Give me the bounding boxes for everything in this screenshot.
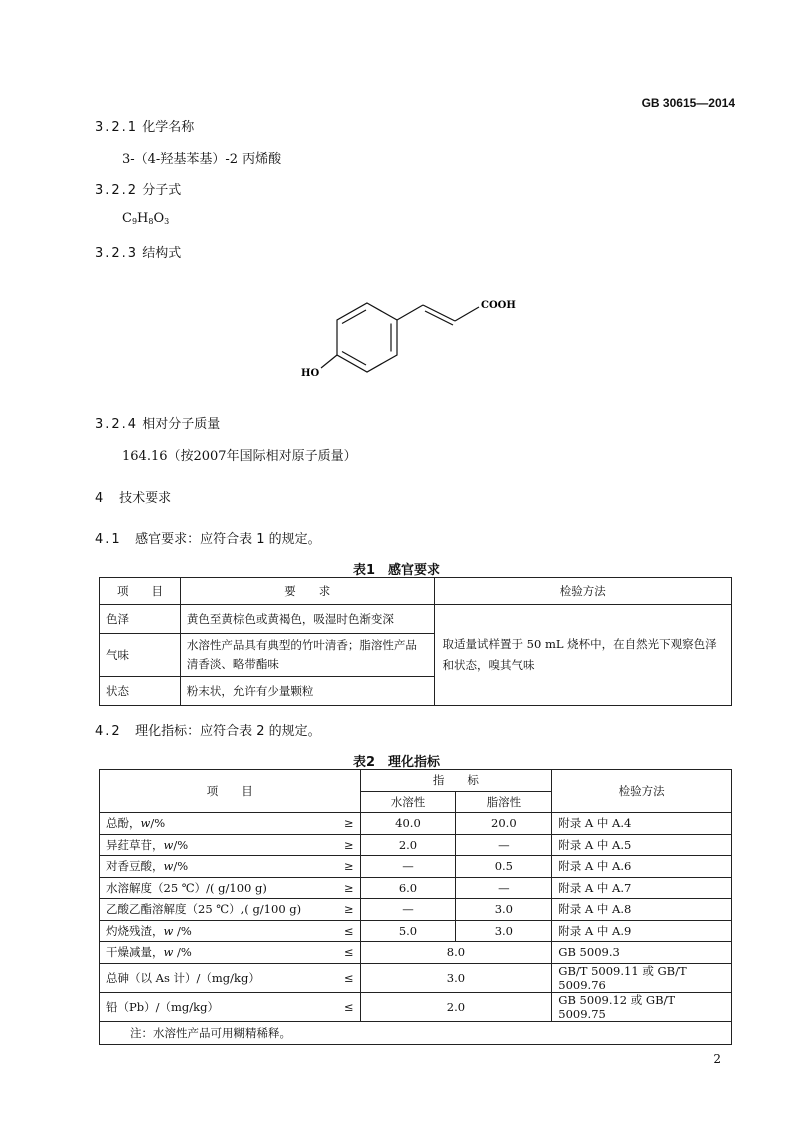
comparison-symbol: ≥	[343, 837, 354, 852]
table-header-row	[100, 770, 732, 792]
table-row	[100, 605, 732, 634]
standard-prefix: GB	[641, 96, 660, 110]
method-value: 附录 A 中 A.5	[552, 834, 732, 856]
section-title: 结构式	[142, 246, 182, 261]
method-value: 附录 A 中 A.7	[552, 877, 732, 899]
table-row	[100, 992, 732, 1021]
method-value: GB/T 5009.11 或 GB/T 5009.76	[552, 963, 732, 992]
row-item: 铅（Pb）/（mg/kg） ≤	[100, 992, 361, 1021]
carboxyl-label: COOH	[481, 300, 516, 311]
header-requirement: 要 求	[180, 578, 434, 605]
row-item: 气味	[100, 634, 181, 677]
section-number: 4	[95, 491, 104, 506]
molecular-weight: 164.16（按2007年国际相对原子质量）	[122, 449, 357, 464]
vinyl-bond	[397, 305, 423, 320]
row-requirement: 黄色至黄棕色或黄褐色，吸湿时色渐变深	[180, 605, 434, 634]
row-item: 水溶解度（25 ℃）/( g/100 g) ≥	[100, 877, 361, 899]
row-item: 异荭草苷，w/% ≥	[100, 834, 361, 856]
method-value: 附录 A 中 A.6	[552, 856, 732, 878]
table2-physicochemical-indicators	[99, 769, 732, 1045]
water-soluble-value: 40.0	[360, 813, 456, 835]
row-requirement: 粉末状，允许有少量颗粒	[180, 677, 434, 706]
table-row	[100, 942, 732, 964]
molecular-formula: $C_9H_8O_3$	[122, 211, 170, 226]
section-number: 3.2.1	[95, 120, 139, 135]
section-number: 3.2.3	[95, 246, 139, 261]
comparison-symbol: ≤	[343, 970, 354, 985]
row-item: 总酚，w/% ≥	[100, 813, 361, 835]
header-water-soluble: 水溶性	[360, 791, 456, 813]
ring-double-bond	[342, 310, 366, 324]
row-requirement: 水溶性产品具有典型的竹叶清香；脂溶性产品清香淡、略带酯味	[180, 634, 434, 677]
row-item: 状态	[100, 677, 181, 706]
table-row	[100, 834, 732, 856]
note-row	[100, 1021, 732, 1044]
header-fat-soluble: 脂溶性	[456, 791, 552, 813]
section-3-2-2	[95, 179, 181, 198]
section-title: 技术要求	[119, 491, 172, 506]
method-value: GB 5009.3	[552, 942, 732, 964]
section-4	[95, 487, 171, 506]
section-3-2-3	[95, 242, 181, 261]
table2-body	[100, 813, 732, 1022]
row-item: 总砷（以 As 计）/（mg/kg） ≤	[100, 963, 361, 992]
header-item: 项 目	[100, 578, 181, 605]
section-number: 3.2.2	[95, 183, 139, 198]
table-note: 注：水溶性产品可用糊精稀释。	[100, 1021, 732, 1044]
header-index: 指 标	[360, 770, 552, 792]
row-item: 色泽	[100, 605, 181, 634]
shared-value: 2.0	[360, 992, 552, 1021]
carboxyl-bond	[455, 307, 479, 321]
ring-double-bond	[342, 352, 366, 366]
section-number: 3.2.4	[95, 417, 139, 432]
row-item: 对香豆酸，w/% ≥	[100, 856, 361, 878]
method-value: GB 5009.12 或 GB/T 5009.75	[552, 992, 732, 1021]
method-value: 附录 A 中 A.8	[552, 899, 732, 921]
row-item: 乙酸乙酯溶解度（25 ℃）,( g/100 g) ≥	[100, 899, 361, 921]
header-method: 检验方法	[552, 770, 732, 813]
fat-soluble-value: 3.0	[456, 899, 552, 921]
shared-value: 8.0	[360, 942, 552, 964]
table-row	[100, 856, 732, 878]
section-4-1	[95, 528, 321, 547]
table-row	[100, 920, 732, 942]
fat-soluble-value: —	[456, 877, 552, 899]
shared-value: 3.0	[360, 963, 552, 992]
section-title: 分子式	[142, 183, 182, 198]
section-number: 4.2	[95, 724, 122, 739]
standard-header	[642, 96, 735, 110]
fat-soluble-value: 3.0	[456, 920, 552, 942]
table1-caption: 表1 感官要求	[352, 563, 441, 578]
table-row	[100, 877, 732, 899]
section-title: 化学名称	[142, 120, 195, 135]
hydroxyl-bond	[321, 355, 337, 368]
hydroxyl-label: HO	[301, 368, 320, 379]
standard-number: 30615—2014	[662, 96, 735, 110]
table2-caption: 表2 理化指标	[352, 755, 441, 770]
row-item: 灼烧残渣，w /% ≤	[100, 920, 361, 942]
method-cell: 取适量试样置于 50 mL 烧杯中，在自然光下观察色泽和状态，嗅其气味	[434, 605, 732, 706]
benzene-ring	[337, 303, 397, 372]
row-item: 干燥减量，w /% ≤	[100, 942, 361, 964]
table-row	[100, 813, 732, 835]
table1-sensory-requirements	[99, 577, 732, 706]
comparison-symbol: ≥	[343, 902, 354, 917]
table-header-row	[100, 578, 732, 605]
comparison-symbol: ≤	[343, 923, 354, 938]
section-title: 相对分子质量	[142, 417, 221, 432]
chemical-name: 3-（4-羟基苯基）-2 丙烯酸	[122, 152, 282, 167]
page-number: 2	[713, 1052, 721, 1066]
header-method: 检验方法	[434, 578, 732, 605]
comparison-symbol: ≥	[343, 880, 354, 895]
section-number: 4.1	[95, 532, 122, 547]
comparison-symbol: ≥	[343, 859, 354, 874]
fat-soluble-value: 0.5	[456, 856, 552, 878]
water-soluble-value: 5.0	[360, 920, 456, 942]
section-text: 理化指标：应符合表 2 的规定。	[135, 724, 321, 739]
method-value: 附录 A 中 A.4	[552, 813, 732, 835]
table-row	[100, 963, 732, 992]
section-4-2	[95, 720, 321, 739]
structural-formula-diagram	[295, 290, 535, 385]
comparison-symbol: ≥	[343, 816, 354, 831]
fat-soluble-value: 20.0	[456, 813, 552, 835]
water-soluble-value: 6.0	[360, 877, 456, 899]
fat-soluble-value: —	[456, 834, 552, 856]
method-value: 附录 A 中 A.9	[552, 920, 732, 942]
water-soluble-value: —	[360, 856, 456, 878]
section-3-2-4	[95, 413, 220, 432]
comparison-symbol: ≤	[343, 945, 354, 960]
table-row	[100, 899, 732, 921]
water-soluble-value: —	[360, 899, 456, 921]
water-soluble-value: 2.0	[360, 834, 456, 856]
section-3-2-1	[95, 116, 194, 135]
comparison-symbol: ≤	[343, 999, 354, 1014]
section-text: 感官要求：应符合表 1 的规定。	[135, 532, 321, 547]
header-item: 项 目	[100, 770, 361, 813]
